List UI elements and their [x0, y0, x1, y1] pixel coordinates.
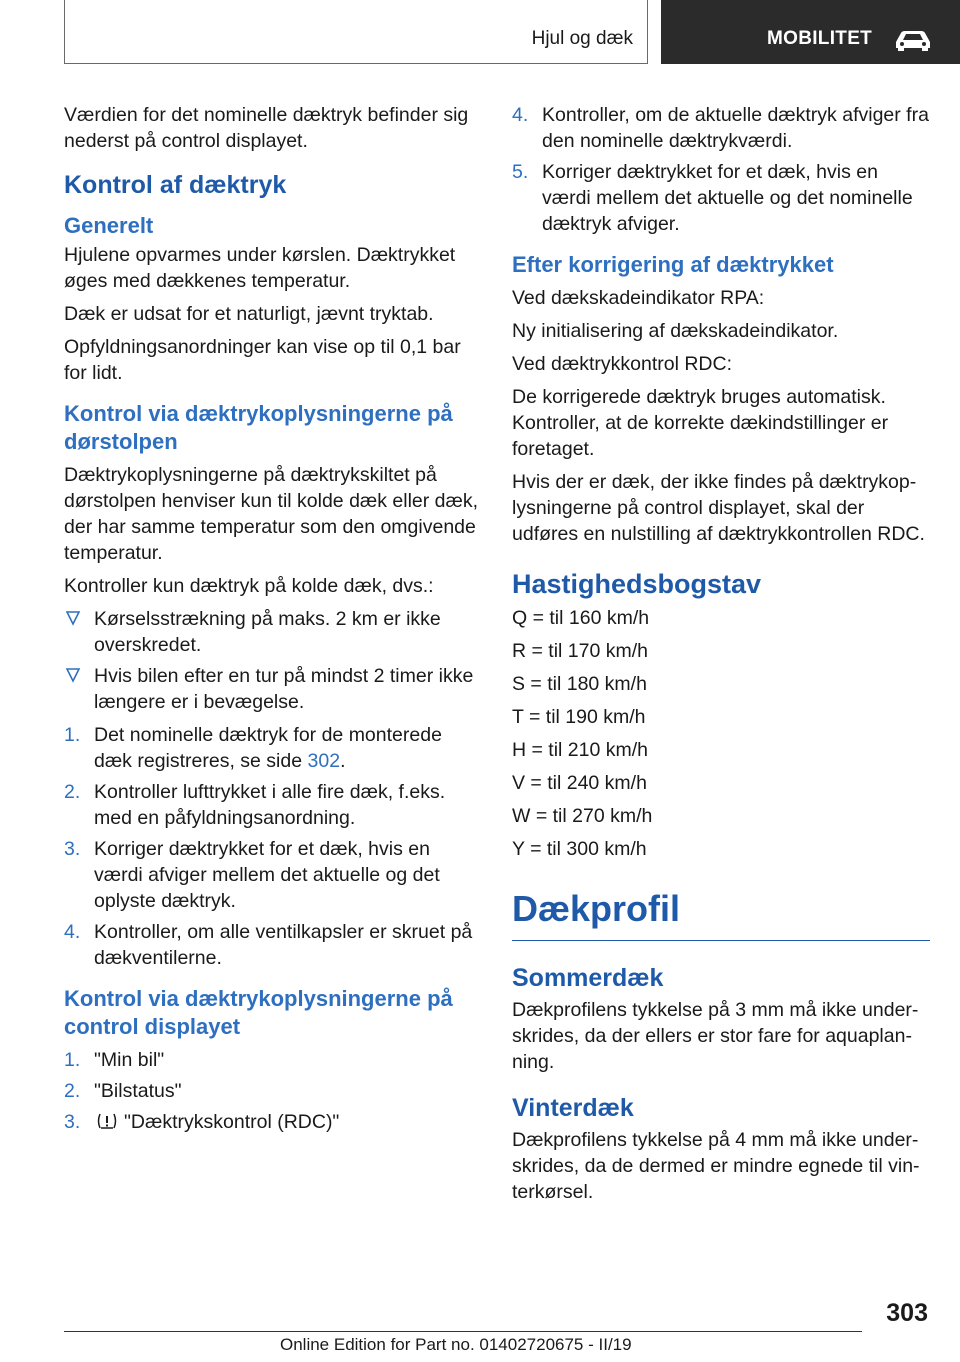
- heading-generelt: Generelt: [64, 213, 154, 238]
- speed-list: [512, 605, 930, 862]
- footer-divider: [64, 1331, 862, 1332]
- left-column: [64, 102, 482, 1142]
- header-section-box: [64, 0, 648, 64]
- car-icon: [893, 28, 933, 52]
- right-column: [512, 102, 930, 1212]
- steps-display: [64, 1047, 482, 1135]
- heading-hastighedsbogstav: Hastighedsbogstav: [512, 569, 762, 599]
- speed-item: W = til 270 km/h: [512, 805, 653, 827]
- speed-item: Y = til 300 km/h: [512, 838, 647, 860]
- list-item: 3. Korriger dæktrykket for et dæk, hvis en værdi afviger mellem det aktuelle og det oplyste dæktryk.: [64, 838, 440, 912]
- list-item: 3. "Dæktrykskontrol (RDC)": [64, 1111, 340, 1133]
- list-item: 4. Kontroller, om alle ventilkapsler er skruet på dækventilerne.: [64, 921, 473, 969]
- text-efter-4: De korrigerede dæktryk bruges automatisk. Kontroller, at de korrekte dækindstillinger er foretaget.: [512, 386, 889, 460]
- list-item: 4. Kontroller, om de aktuelle dæktryk afviger fra den nominelle dæktrykværdi.: [512, 104, 929, 152]
- steps-dorstolpen: [64, 722, 482, 971]
- intro-text: Værdien for det nominelle dæktryk befinder sig nederst på control displayet.: [64, 104, 469, 152]
- speed-item: S = til 180 km/h: [512, 673, 647, 695]
- heading-efter: Efter korrigering af dæktrykket: [512, 252, 834, 277]
- triangle-bullet-icon: [66, 610, 80, 626]
- text-sommer: Dækprofilens tykkelse på 3 mm må ikke underskrides, da der ellers er stor fare for aquaplanning.: [512, 999, 919, 1073]
- list-item: 2. Kontroller lufttrykket i alle fire dæk, f.eks. med en påfyldningsanordning.: [64, 781, 446, 829]
- tire-pressure-warning-icon: [96, 1111, 118, 1131]
- text-dor-1: Dæktrykoplysningerne på dæktrykskiltet på dørstolpen henviser kun til kolde dæk eller dæk, der har samme temperatur som den omgivende temperatur.: [64, 464, 479, 564]
- section-title: Hjul og dæk: [531, 28, 633, 49]
- steps-continued: [512, 102, 930, 237]
- footer-edition: Online Edition for Part no. 01402720675 - II/19: [280, 1335, 632, 1354]
- text-vinter: Dækprofilens tykkelse på 4 mm må ikke underskrides, da de dermed er mindre egnede til vinterkørsel.: [512, 1129, 920, 1203]
- speed-item: Q = til 160 km/h: [512, 607, 650, 629]
- text-efter-2: Ny initialisering af dækskadeindikator.: [512, 320, 839, 342]
- text-generelt-1: Hjulene opvarmes under kørslen. Dæktrykket øges med dækkenes temperatur.: [64, 244, 456, 292]
- list-item: 1. Det nominelle dæktryk for de monterede dæk registreres, se side 302.: [64, 724, 442, 772]
- heading-sommerdaek: Sommerdæk: [512, 964, 664, 992]
- text-efter-3: Ved dæktrykkontrol RDC:: [512, 353, 732, 375]
- list-item: Hvis bilen efter en tur på mindst 2 timer ikke længere er i bevægelse.: [64, 663, 482, 715]
- text-dor-2: Kontroller kun dæktryk på kolde dæk, dvs.:: [64, 575, 434, 597]
- heading-dorstolpen: Kontrol via dæktrykoplysningerne på dørstolpen: [64, 401, 453, 454]
- chapter-title: MOBILITET: [767, 28, 873, 49]
- list-item: Kørselsstrækning på maks. 2 km er ikke overskredet.: [64, 606, 482, 658]
- triangle-bullet-icon: [66, 667, 80, 683]
- text-generelt-2: Dæk er udsat for et naturligt, jævnt tryktab.: [64, 303, 434, 325]
- page-number: 303: [886, 1299, 928, 1327]
- text-efter-1: Ved dækskadeindikator RPA:: [512, 287, 765, 309]
- heading-vinterdaek: Vinterdæk: [512, 1094, 634, 1122]
- heading-kontrol: Kontrol af dæktryk: [64, 171, 287, 199]
- heading-daekprofil: Dækprofil: [512, 886, 930, 941]
- header-chapter-box: [661, 0, 960, 64]
- list-item: 5. Korriger dæktrykket for et dæk, hvis en værdi mellem det aktuelle og det nominelle dæktryk afviger.: [512, 161, 913, 235]
- heading-control-display: Kontrol via dæktrykoplysningerne på control displayet: [64, 986, 453, 1039]
- bullet-list: [64, 606, 482, 715]
- list-item: 1. "Min bil": [64, 1049, 165, 1071]
- text-generelt-3: Opfyldningsanordninger kan vise op til 0,1 bar for lidt.: [64, 336, 461, 384]
- page-link-302[interactable]: 302: [307, 750, 341, 772]
- text-efter-5: Hvis der er dæk, der ikke findes på dæktrykoplysningerne på control displayet, skal der udføres en nulstilling af dæktrykkontrollen RDC.: [512, 471, 925, 545]
- speed-item: R = til 170 km/h: [512, 640, 649, 662]
- speed-item: V = til 240 km/h: [512, 772, 647, 794]
- speed-item: T = til 190 km/h: [512, 706, 646, 728]
- speed-item: H = til 210 km/h: [512, 739, 649, 761]
- list-item: 2. "Bilstatus": [64, 1080, 182, 1102]
